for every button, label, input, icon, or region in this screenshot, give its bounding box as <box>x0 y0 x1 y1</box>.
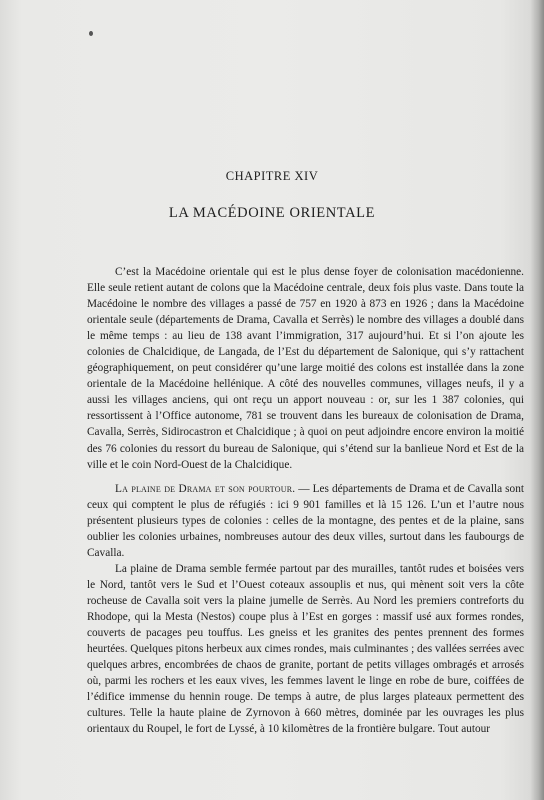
chapter-title: LA MACÉDOINE ORIENTALE <box>168 205 376 221</box>
paragraph <box>87 264 524 473</box>
section-heading: La plaine de Drama et son pourtour. <box>115 482 296 495</box>
paragraph-text: La plaine de Drama semble fermée partout par des murailles, tantôt rudes et boisées vers le Nord, tantôt vers le Sud et l’Ouest coteaux assouplis et nus, qui mènent soit vers la côte rocheuse de Cavalla soit vers la plaine jumelle de Serrès. Au Nord les premiers contreforts du Rhodope, qui la Mesta (Nestos) coupe plus à l’Est en gorges : massif usé aux formes rondes, couverts de pacages peu touffus. Les gneiss et les granites des pentes prennent des formes heurtées. Quelques pitons herbeux aux cimes rondes, mais culminantes ; des vallées serrées avec quelques arbres, encombrées de chaos de granite, portant de petits villages ombragés et arrosés où, parmi les rochers et les eaux vives, les femmes lavent le linge en robe de bure, coiffées de l’édifice immense du hennin rouge. De temps à autre, de plus larges plateaux permettent des cultures. Telle la haute plaine de Zyrnovon à 660 mètres, dominée par les ouvrages les plus orientaux du Roupel, le fort de Lyssé, à 10 kilomètres de la frontière bulgare. Tout autour <box>87 562 524 736</box>
chapter-number: CHAPITRE XIV <box>225 169 319 183</box>
paragraph <box>87 481 524 561</box>
body-text <box>87 264 524 737</box>
paragraph-text: — Les départements de Drama et de Cavalla sont ceux qui comptent le plus de réfugiés : ici 9 901 familles et là 15 126. L’un et l’autre nous présentent plusieurs types de colonies : celles de la montagne, des pentes et de la plaine, sans oublier les colonies urbaines, nombreuses autour des deux villes, surtout dans les faubourgs de Cavalla. <box>87 482 524 559</box>
page-edge-shadow <box>530 0 544 800</box>
ink-speck <box>89 31 93 36</box>
paragraph-text: C’est la Macédoine orientale qui est le plus dense foyer de colonisation macédonienne. Elle seule retient autant de colons que la Macédoine centrale, deux fois plus vaste. Dans toute la Macédoine le nombre des villages a passé de 757 en 1920 à 873 en 1926 ; dans la Macédoine orientale seule (départements de Drama, Cavalla et Serrès) le nombre des villages a doublé dans le même temps : au lieu de 138 avant l’immigration, 317 aujourd’hui. Et si l’on ajoute les colonies de Chalcidique, de Langada, de l’Est du département de Salonique, qui s’y rattachent géographiquement, on peut considérer qu’une large moitié des colons est installée dans la zone orientale de la Macédoine hellénique. A côté des nouvelles communes, villages neufs, il y a aussi les villages anciens, qui ont reçu un apport nouveau : or, sur les 1 387 colonies, qui ressortissent à l’Office autonome, 781 se trouvent dans les bureaux de colonisation de Drama, Cavalla, Serrès, Sidirocastron et Chalcidique ; à quoi on peut adjoindre encore environ la moitié des 76 colonies du ressort du bureau de Salonique, qui s’étend sur la banlieue Nord et Est de la ville et le coin Nord-Ouest de la Chalcidique. <box>87 266 524 471</box>
paragraph <box>87 561 524 738</box>
